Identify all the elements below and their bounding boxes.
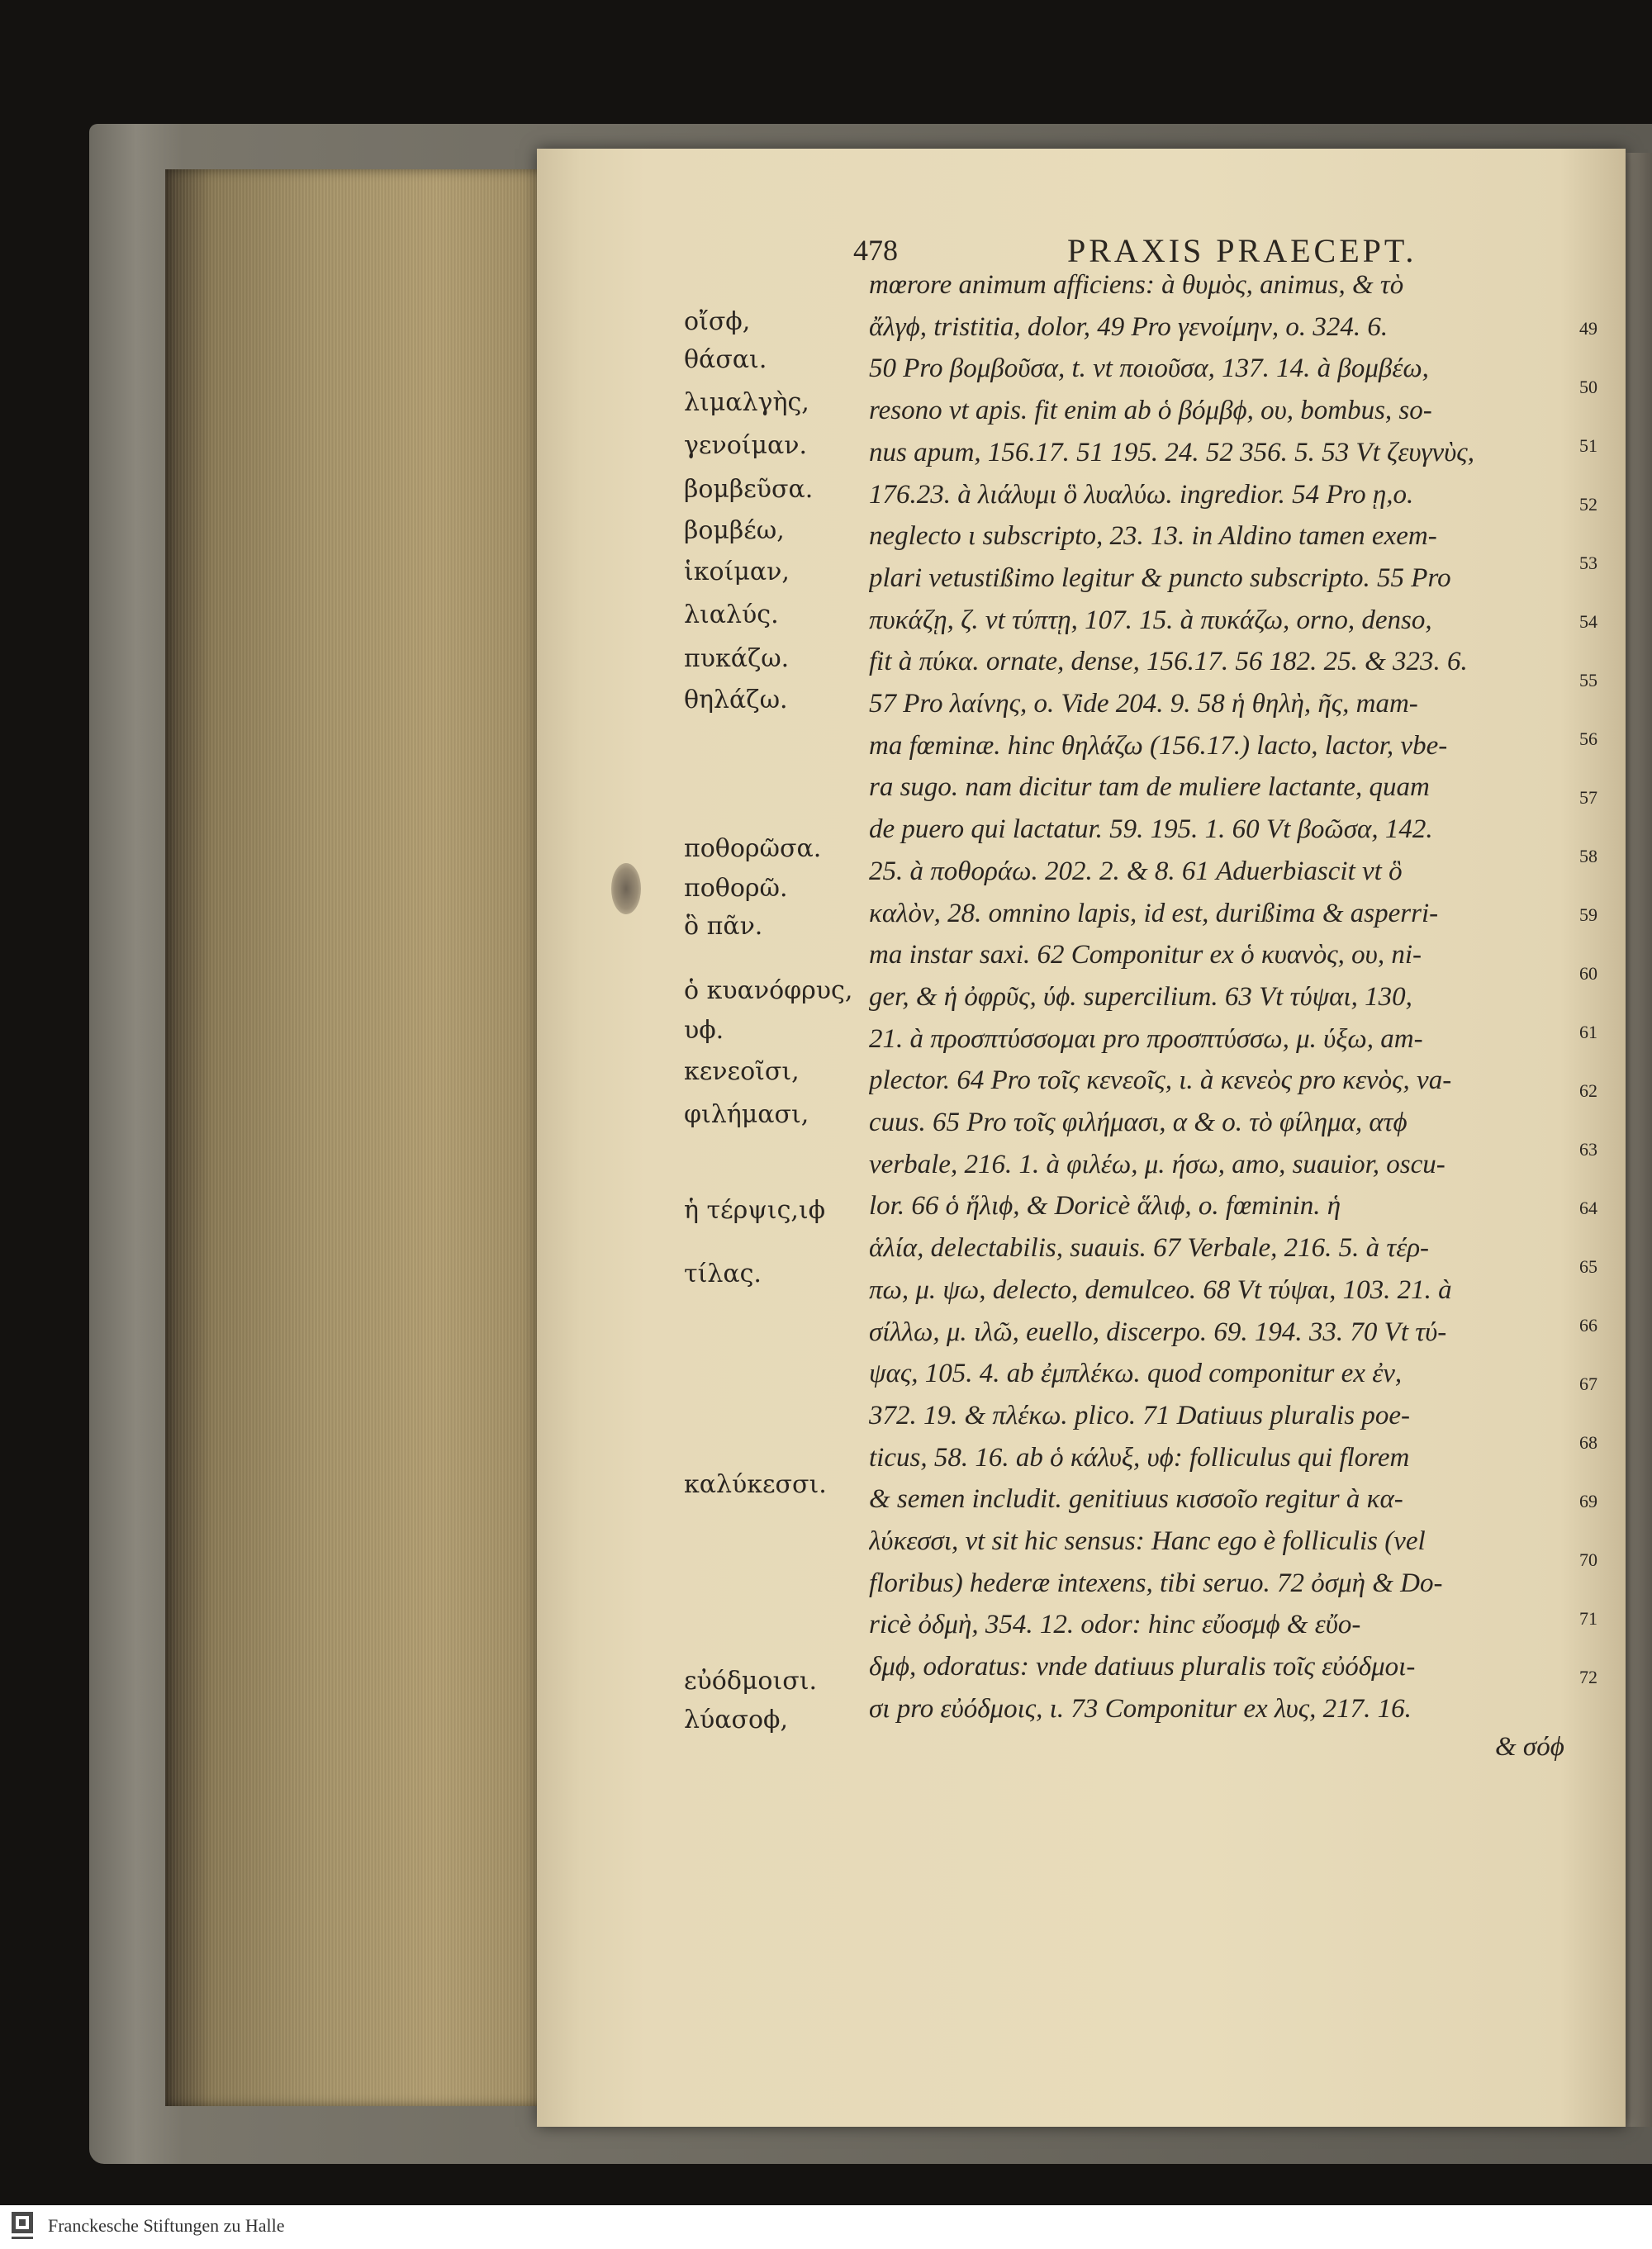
text-line: & semen includit. genitiuus κισσοῖο regitur à κα- [869,1484,1403,1514]
note-number: 70 [1579,1549,1597,1570]
text-line: cuus. 65 Pro τοῖς φιλήμασι, α & ο. τὸ φίλημα, ατϕ [869,1108,1408,1137]
page-fore-edge [165,169,553,2106]
text-line: 176.23. à λιάλυμι ὃ λυαλύω. ingredior. 54 Pro ῃ,o. [869,480,1414,510]
margin-gloss: ποθορῶσα. [684,834,822,863]
text-line: plector. 64 Pro τοῖς κενεοῖς, ι. à κενεὸς pro κενὸς, va- [869,1065,1452,1095]
text-line: resono vt apis. fit enim ab ὁ βόμβϕ, ου, bombus, so- [869,396,1432,425]
text-line: 57 Pro λαίνης, o. Vide 204. 9. 58 ἡ θηλὴ, ῆς, mam- [869,689,1418,719]
note-number: 52 [1579,494,1597,515]
running-head: PRAXIS PRAECEPT. [1067,232,1417,269]
text-line: καλὸν, 28. omnino lapis, id est, durißima & asperri- [869,899,1439,928]
margin-gloss: ἱκοίμαν, [684,558,790,586]
note-number: 54 [1579,611,1597,632]
note-number: 49 [1579,318,1597,339]
text-line: ma fœminæ. hinc θηλάζω (156.17.) lacto, lactor, vbe- [869,731,1448,761]
margin-gloss: οἴσϕ, [684,307,751,336]
margin-gloss: υϕ. [684,1016,724,1045]
text-line: mœrore animum afficiens: à θυμὸς, animus, & τὸ [869,270,1404,300]
text-line: verbale, 216. 1. à φιλέω, μ. ήσω, amo, suauior, oscu- [869,1150,1446,1179]
text-line: de puero qui lactatur. 59. 195. 1. 60 Vt βοῶσα, 142. [869,814,1433,844]
text-line: 50 Pro βομβοῦσα, t. vt ποιοῦσα, 137. 14. à βομβέω, [869,353,1429,383]
catchword: & σόϕ [1495,1732,1564,1762]
margin-gloss: ποθορῶ. [684,874,788,903]
margin-gloss: ἡ τέρψις,ιϕ [684,1196,826,1225]
note-number: 51 [1579,435,1597,456]
margin-gloss: φιλήμασι, [684,1100,809,1129]
margin-gloss: τίλας. [684,1260,762,1288]
text-line: ra sugo. nam dicitur tam de muliere lactante, quam [869,772,1430,802]
text-line: plari vetustißimo legitur & puncto subscripto. 55 Pro [869,563,1451,593]
text-line: λύκεσσι, vt sit hic sensus: Hanc ego è folliculis (vel [869,1526,1426,1556]
ink-stain [611,863,641,914]
text-line: σίλλω, μ. ιλῶ, euello, discerpo. 69. 194. 33. 70 Vt τύ- [869,1317,1447,1347]
note-number: 64 [1579,1198,1597,1218]
text-line: πω, μ. ψω, delecto, demulceo. 68 Vt τύψαι, 103. 21. à [869,1275,1452,1305]
margin-gloss: βομβέω, [684,516,785,545]
note-number: 62 [1579,1080,1597,1101]
margin-gloss: εὐόδμοισι. [684,1667,818,1696]
margin-gloss: κενεοῖσι, [684,1057,800,1086]
margin-gloss: ὃ πᾶν. [684,912,763,941]
text-line: lor. 66 ὁ ἥλιϕ, & Doricè ἅλιϕ, ο. fœminin. ἡ [869,1191,1341,1221]
text-line: 25. à ποθοράω. 202. 2. & 8. 61 Aduerbiascit vt ὃ [869,856,1403,886]
text-line: σι pro εὐόδμοις, ι. 73 Componitur ex λυς, 217. 16. [869,1694,1412,1724]
institution-logo-icon [10,2210,35,2243]
text-line: neglecto ι subscripto, 23. 13. in Aldino tamen exem- [869,521,1437,551]
note-number: 58 [1579,846,1597,866]
note-number: 65 [1579,1256,1597,1277]
page-number: 478 [853,234,898,267]
text-line: 372. 19. & πλέκω. plico. 71 Datiuus pluralis poe- [869,1401,1410,1431]
text-line: ἁλία, delectabilis, suauis. 67 Verbale, 216. 5. à τέρ- [869,1233,1430,1263]
note-number: 68 [1579,1432,1597,1453]
note-number: 71 [1579,1608,1597,1629]
note-number: 63 [1579,1139,1597,1160]
note-number: 55 [1579,670,1597,690]
note-number: 53 [1579,553,1597,573]
text-line: ma instar saxi. 62 Componitur ex ὁ κυανὸς, ου, ni- [869,940,1422,970]
margin-gloss: λιμαλγὴς, [684,388,809,417]
footer-institution: Franckesche Stiftungen zu Halle [48,2215,285,2236]
note-number: 50 [1579,377,1597,397]
text-line: floribus) hederæ intexens, tibi seruo. 72 ὀσμὴ & Do- [869,1568,1443,1598]
note-number: 56 [1579,728,1597,749]
text-line: δμϕ, odoratus: vnde datiuus pluralis τοῖς εὐόδμοι- [869,1652,1416,1682]
margin-gloss: ὁ κυανόφρυς, [684,976,853,1005]
footer-bar [0,2205,1652,2249]
text-line: ψας, 105. 4. ab ἐμπλέκω. quod componitur ex ἐν, [869,1359,1403,1388]
note-number: 59 [1579,904,1597,925]
note-number: 69 [1579,1491,1597,1511]
text-line: nus apum, 156.17. 51 195. 24. 52 356. 5. 53 Vt ζευγνὺς, [869,438,1474,467]
margin-gloss: βομβεῦσα. [684,475,814,504]
text-line: ger, & ἡ ὀφρῦς, ύϕ. supercilium. 63 Vt τύψαι, 130, [869,982,1412,1012]
margin-gloss: πυκάζω. [684,644,790,673]
note-number: 57 [1579,787,1597,808]
text-line: ricè ὀδμὴ, 354. 12. odor: hinc εὔοσμϕ & εὔο- [869,1610,1361,1639]
text-line: πυκάζῃ, ζ. vt τύπτῃ, 107. 15. à πυκάζω, orno, denso, [869,605,1432,635]
margin-gloss: θηλάζω. [684,686,788,714]
margin-gloss: γενοίμαν. [684,431,808,460]
note-number: 72 [1579,1667,1597,1687]
text-line: ticus, 58. 16. ab ὁ κάλυξ, υϕ: folliculus qui florem [869,1443,1410,1473]
margin-gloss: θάσαι. [684,345,767,374]
note-number: 67 [1579,1374,1597,1394]
note-number: 60 [1579,963,1597,984]
note-number: 66 [1579,1315,1597,1336]
margin-gloss: λύασοϕ, [684,1706,789,1734]
text-line: 21. à προσπτύσσομαι pro προσπτύσσω, μ. ύξω, am- [869,1024,1423,1054]
text-line: fit à πύκα. ornate, dense, 156.17. 56 182. 25. & 323. 6. [869,647,1468,676]
margin-gloss: καλύκεσσι. [684,1470,827,1499]
text-line: ἄλγϕ, tristitia, dolor, 49 Pro γενοίμην, o. 324. 6. [869,312,1389,342]
note-number: 61 [1579,1022,1597,1042]
margin-gloss: λιαλύς. [684,600,779,629]
